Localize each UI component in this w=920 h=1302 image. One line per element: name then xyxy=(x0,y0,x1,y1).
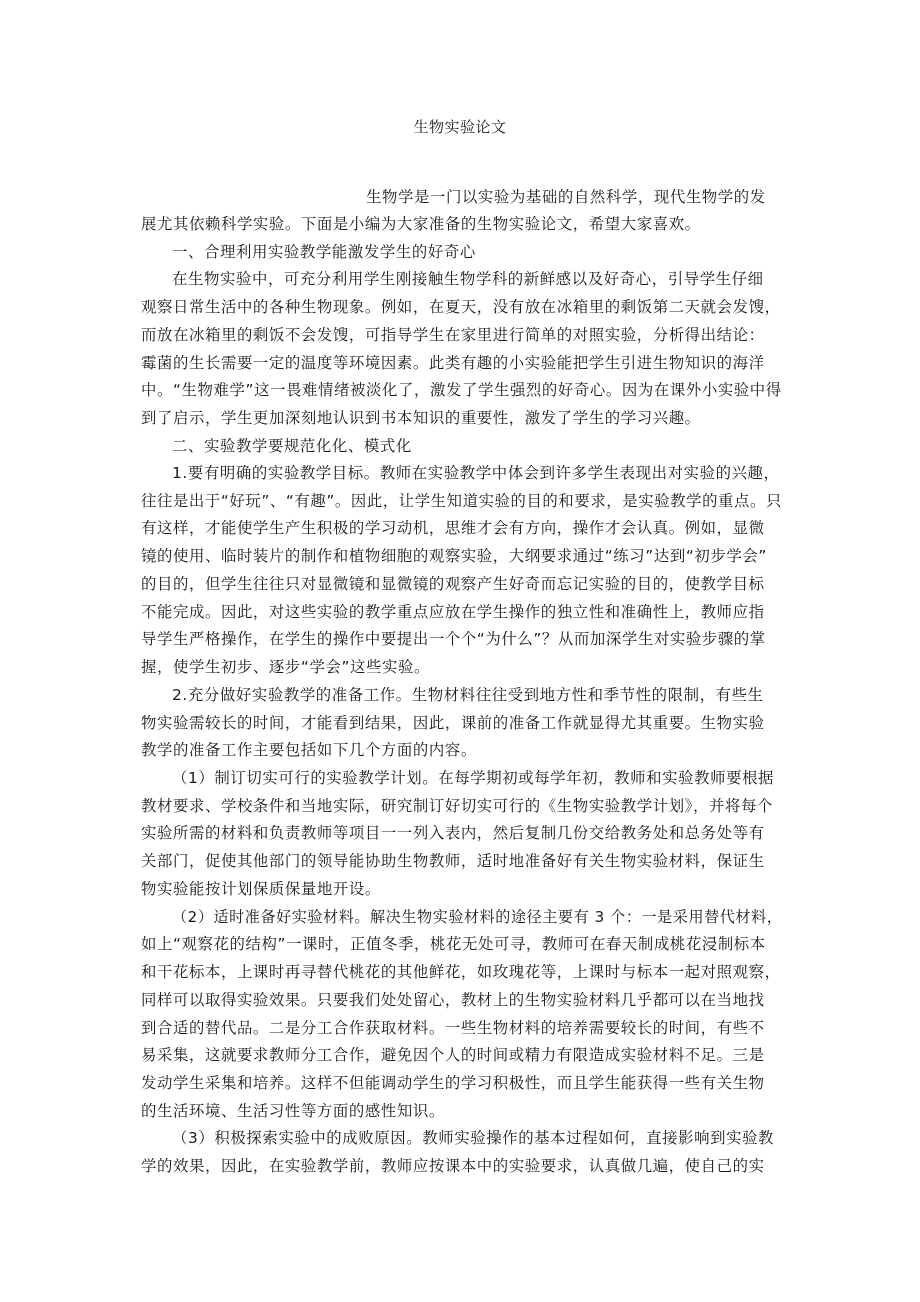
text-line: 易采集，这就要求教师分工合作，避免因个人的时间或精力有限造成实验材料不足。三是 xyxy=(141,1046,765,1064)
text-line: 而放在冰箱里的剩饭不会发馊，可指导学生在家里进行简单的对照实验，分析得出结论： xyxy=(141,326,765,344)
text-line: 握，使学生初步、逐步“学会”这些实验。 xyxy=(141,658,430,676)
section-heading: 一、合理利用实验教学能激发学生的好奇心 xyxy=(172,243,476,261)
text-line: 导学生严格操作，在学生的操作中要提出一个个“为什么”？从而加深学生对实验步骤的掌 xyxy=(141,630,766,648)
text-line: 展尤其依赖科学实验。下面是小编为大家准备的生物实验论文，希望大家喜欢。 xyxy=(141,215,701,233)
text-line: 教学的准备工作主要包括如下几个方面的内容。 xyxy=(141,741,477,759)
text-line: 同样可以取得实验效果。只要我们处处留心，教材上的生物实验材料几乎都可以在当地找 xyxy=(141,991,765,1009)
text-line: 生物学是一门以实验为基础的自然科学，现代生物学的发 xyxy=(366,188,766,206)
text-line: （1）制订切实可行的实验教学计划。在每学期初或每学年初，教师和实验教师要根据 xyxy=(172,769,775,787)
text-line: （2）适时准备好实验材料。解决生物实验材料的途径主要有 3 个：一是采用替代材料， xyxy=(172,908,783,926)
text-line: 学的效果，因此，在实验教学前，教师应按课本中的实验要求，认真做几遍，使自己的实 xyxy=(141,1157,765,1175)
text-line: 到了启示，学生更加深刻地认识到书本知识的重要性，激发了学生的学习兴趣。 xyxy=(141,409,701,427)
text-line: 2.充分做好实验教学的准备工作。生物材料往往受到地方性和季节性的限制，有些生 xyxy=(172,686,764,704)
text-line: 实验所需的材料和负责教师等项目一一列入表内，然后复制几份交给教务处和总务处等有 xyxy=(141,824,765,842)
text-line: 到合适的替代品。二是分工合作获取材料。一些生物材料的培养需要较长的时间，有些不 xyxy=(141,1019,765,1037)
text-line: 的目的，但学生往往只对显微镜和显微镜的观察产生好奇而忘记实验的目的，使教学目标 xyxy=(141,575,765,593)
text-line: 物实验能按计划保质保量地开设。 xyxy=(141,880,381,898)
text-line: 有这样，才能使学生产生积极的学习动机，思维才会有方向，操作才会认真。例如，显微 xyxy=(141,519,765,537)
text-line: 中。“生物难学”这一畏难情绪被淡化了，激发了学生强烈的好奇心。因为在课外小实验中得 xyxy=(141,381,782,399)
text-line: 霉菌的生长需要一定的温度等环境因素。此类有趣的小实验能把学生引进生物知识的海洋 xyxy=(141,354,765,372)
text-line: 如上“观察花的结构”一课时，正值冬季，桃花无处可寻，教师可在春天制成桃花浸制标本 xyxy=(141,935,766,953)
text-line: 发动学生采集和培养。这样不但能调动学生的学习积极性，而且学生能获得一些有关生物 xyxy=(141,1074,765,1092)
text-line: 的生活环境、生活习性等方面的感性知识。 xyxy=(141,1102,445,1120)
text-line: 物实验需较长的时间，才能看到结果，因此，课前的准备工作就显得尤其重要。生物实验 xyxy=(141,714,765,732)
text-line: 1.要有明确的实验教学目标。教师在实验教学中体会到许多学生表现出对实验的兴趣， xyxy=(172,464,780,482)
text-line: 关部门，促使其他部门的领导能协助生物教师，适时地准备好有关生物实验材料，保证生 xyxy=(141,852,765,870)
text-line: 往往是出于“好玩”、“有趣”。因此，让学生知道实验的目的和要求，是实验教学的重点。只 xyxy=(141,492,782,510)
text-line: 不能完成。因此，对这些实验的教学重点应放在学生操作的独立性和准确性上，教师应指 xyxy=(141,603,765,621)
document-title: 生物实验论文 xyxy=(413,118,507,136)
text-line: 和干花标本，上课时再寻替代桃花的其他鲜花，如玫瑰花等，上课时与标本一起对照观察， xyxy=(141,963,781,981)
section-heading: 二、实验教学要规范化化、模式化 xyxy=(172,437,412,455)
text-line: 教材要求、学校条件和当地实际，研究制订好切实可行的《生物实验教学计划》，并将每个 xyxy=(141,797,773,815)
text-line: （3）积极探索实验中的成败原因。教师实验操作的基本过程如何，直接影响到实验教 xyxy=(172,1129,775,1147)
text-line: 镜的使用、临时装片的制作和植物细胞的观察实验，大纲要求通过“练习”达到“初步学会” xyxy=(141,547,767,565)
text-line: 观察日常生活中的各种生物现象。例如，在夏天，没有放在冰箱里的剩饭第二天就会发馊， xyxy=(141,298,781,316)
text-line: 在生物实验中，可充分利用学生刚接触生物学科的新鲜感以及好奇心，引导学生仔细 xyxy=(172,270,764,288)
